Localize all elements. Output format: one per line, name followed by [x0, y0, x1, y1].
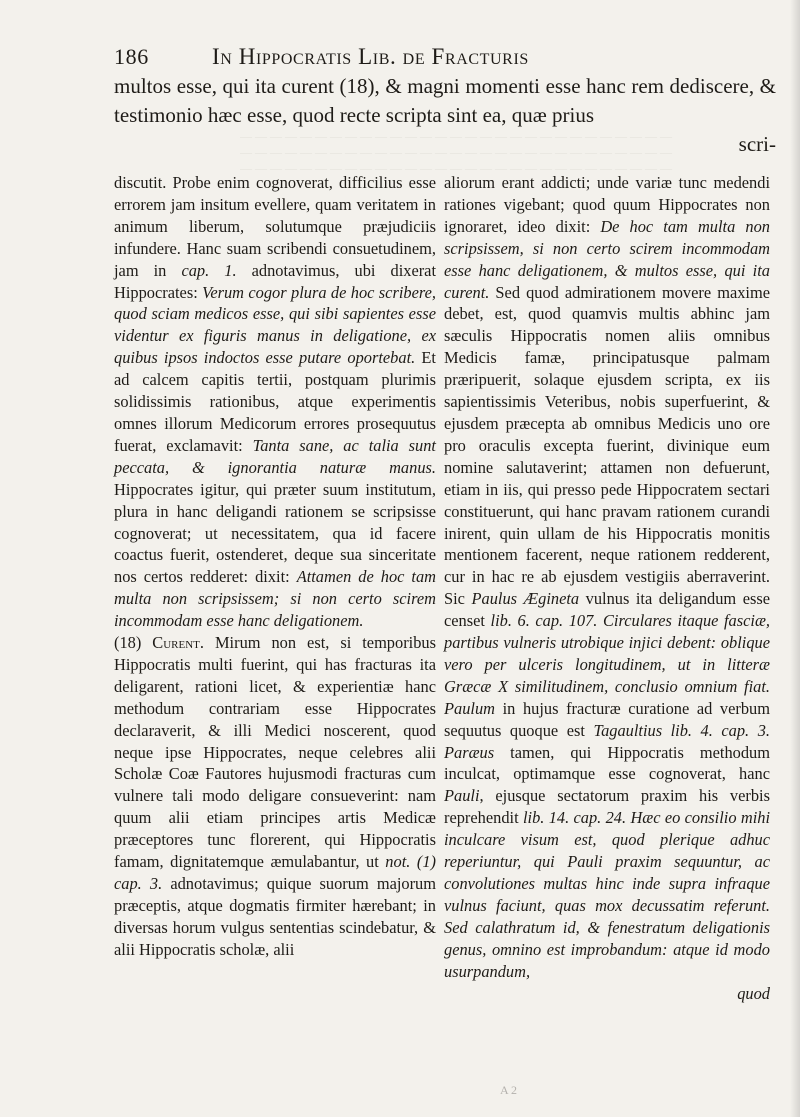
note-18	[114, 632, 436, 961]
text-run: vulnus ita deligandum esse censet	[444, 589, 771, 631]
text-run: adnotavimus; quique suorum majorum præceptis, atque dogmatis firmiter hærebant; in diversas horum vulgus sententias scindebatur, & alii Hippocratis scholæ, alii	[114, 874, 437, 959]
text-run: Et ad calcem capitis tertii, postquam plurimis solidissimis rationibus, atque experimentis omnes illorum Medicorum errores prosequutus fuerat, exclamavit:	[114, 348, 436, 455]
text-run: tamen, qui Hippocratis methodum inculcat, optimamque esse cognoverat, hanc	[444, 742, 770, 784]
signature-mark: A 2	[500, 1083, 518, 1097]
catchword: quod	[737, 983, 770, 1003]
text-run: Hippocrates igitur, qui præter suum institutum, plura in hanc deligandi rationem se scripsisse cognoverat; ut necessitatem, qua id facere coactus fuerit, ostenderet, deque sua sinceritate nos certos redderet: dixit:	[114, 479, 436, 587]
reference: lib. 6. cap. 107.	[490, 611, 598, 631]
reference: not. (1) cap. 3.	[114, 852, 436, 893]
author-name: Tagaultius lib. 4. cap. 3.	[593, 720, 770, 740]
reference: cap. 1.	[181, 260, 237, 280]
quotation: Hæc eo consilio mihi inculcare visum est, quod plerique adhuc reperiuntur, qui Pauli praxim sequuntur, ac convolutiones multas hinc inde supra infraque vulnus faciunt, quas mox decussatim referunt. Sed calathratum id, & fenestratum deligationis genus, omnino est improbandum:	[444, 808, 770, 959]
reference: lib. 14. cap. 24.	[522, 808, 627, 828]
quotation: Tanta sane, ac talia sunt peccata, & ignorantia naturæ manus.	[114, 435, 436, 477]
author-name: Paræus	[444, 742, 495, 762]
author-name: Pauli	[444, 786, 480, 806]
page-number: 186	[114, 44, 149, 69]
text-run: . Mirum non est, si temporibus Hippocratis multi fuerint, qui has fracturas ita deligarent, rationi licet, & experientiæ hanc methodum contrariam esse Hippocrates declaraverit, & illi Medici noscerent, quod neque ipse Hippocrates, neque celebres alii Scholæ Coæ Fautores hujusmodi fracturas cum vulnere tali modo deligare consueverint: nam quum alii etiam principes artis Medicæ præceptores tunc florerent, qui Hippocratis famam, dignitatemque æmulabantur, ut	[114, 633, 436, 872]
quotation: Attamen de hoc tam multa non scripsissem; si non certo scirem incommodam esse hanc deligationem.	[114, 567, 436, 631]
text-run: atque id modo usurpandum,	[444, 939, 770, 981]
paragraph-discutit	[114, 172, 436, 632]
show-through-text: — — — — — — — — — — — — — — — — — — — — — — — — — — — — — — — — — — — — — — — — — — — — — — — — — — — — — — — — — — — — — — — — — — — — — — — — — — — — — — — — — — — — — — —	[240, 129, 672, 175]
text-run: , ejusque sectatorum praxim his verbis reprehendit	[444, 786, 770, 828]
page-edge-shadow	[790, 0, 800, 1117]
note-number: (18)	[114, 633, 142, 653]
right-column	[444, 172, 770, 1004]
left-column	[114, 172, 436, 961]
author-name: Paulum	[444, 698, 495, 718]
catchword-intro: scri-	[738, 132, 776, 156]
text-run: adnotavimus, ubi dixerat Hippocrates:	[114, 260, 437, 302]
running-title: In Hippocratis Lib. de Fracturis	[212, 44, 529, 69]
text-run: aliorum erant addicti; unde variæ tunc medendi rationes vigebant; quod quum Hippocrates non ignoraret, ideo dixit:	[444, 173, 770, 236]
text-run: discutit. Probe enim cognoverat, difficilius esse errorem jam insitum evellere, quam veritatem in animum liberum, solutumque præjudiciis infundere. Hanc suam scribendi consuetudinem, jam in	[114, 173, 436, 280]
note-lemma: Curent	[152, 633, 200, 653]
text-run: in hujus fracturæ curatione ad verbum sequutus quoque est	[444, 698, 770, 740]
intro-text: multos esse, qui ita curent (18), & magni momenti esse hanc rem dediscere, & testimonio hæc esse, quod recte scripta sint ea, quæ prius	[114, 74, 776, 127]
text-run: Sed quod admirationem movere maxime debet, est, quod quamvis multis abhinc jam sæculis Hippocratis nomen aliis omnibus Medicis famæ, principatusque palmam præripuerit, solaque ejusdem scripta, ex iis sapientissimis Veteribus, nobis superfuerint, & ejusdem præcepta ab omnibus Medicis uno ore pro oraculis excepta fuerint, divinique eum nomine salutaverint; attamen non defuerunt, etiam in iis, qui presso pede Hippocratem sectari constituerunt, qui hanc pravam rationem curandi inirent, quin ullam de his Hippocratis monitis mentionem facerent, neque rationem redderent, cur in hac re ab ejusdem vestigiis aberraverint. Sic	[444, 282, 770, 609]
quotation: De hoc tam multa non scripsissem, si non certo scirem incommodam esse hanc deligationem, & multos esse, qui ita curent.	[444, 216, 770, 302]
quotation: Circulares itaque fasciæ, partibus vulneris utrobique injici debent: oblique vero per ulceris longitudinem, ut in litteræ Græcæ X similitudinem, conclusio omnium fiat.	[444, 611, 770, 696]
paragraph-right	[444, 172, 770, 1004]
author-name: Paulus Ægineta	[471, 589, 580, 609]
intro-paragraph	[114, 72, 776, 159]
quotation: Verum cogor plura de hoc scribere, quod sciam medicos esse, qui sibi sapientes esse videntur ex figuris manus in deligatione, ex quibus ipsos indoctos esse putare oportebat.	[114, 282, 436, 368]
